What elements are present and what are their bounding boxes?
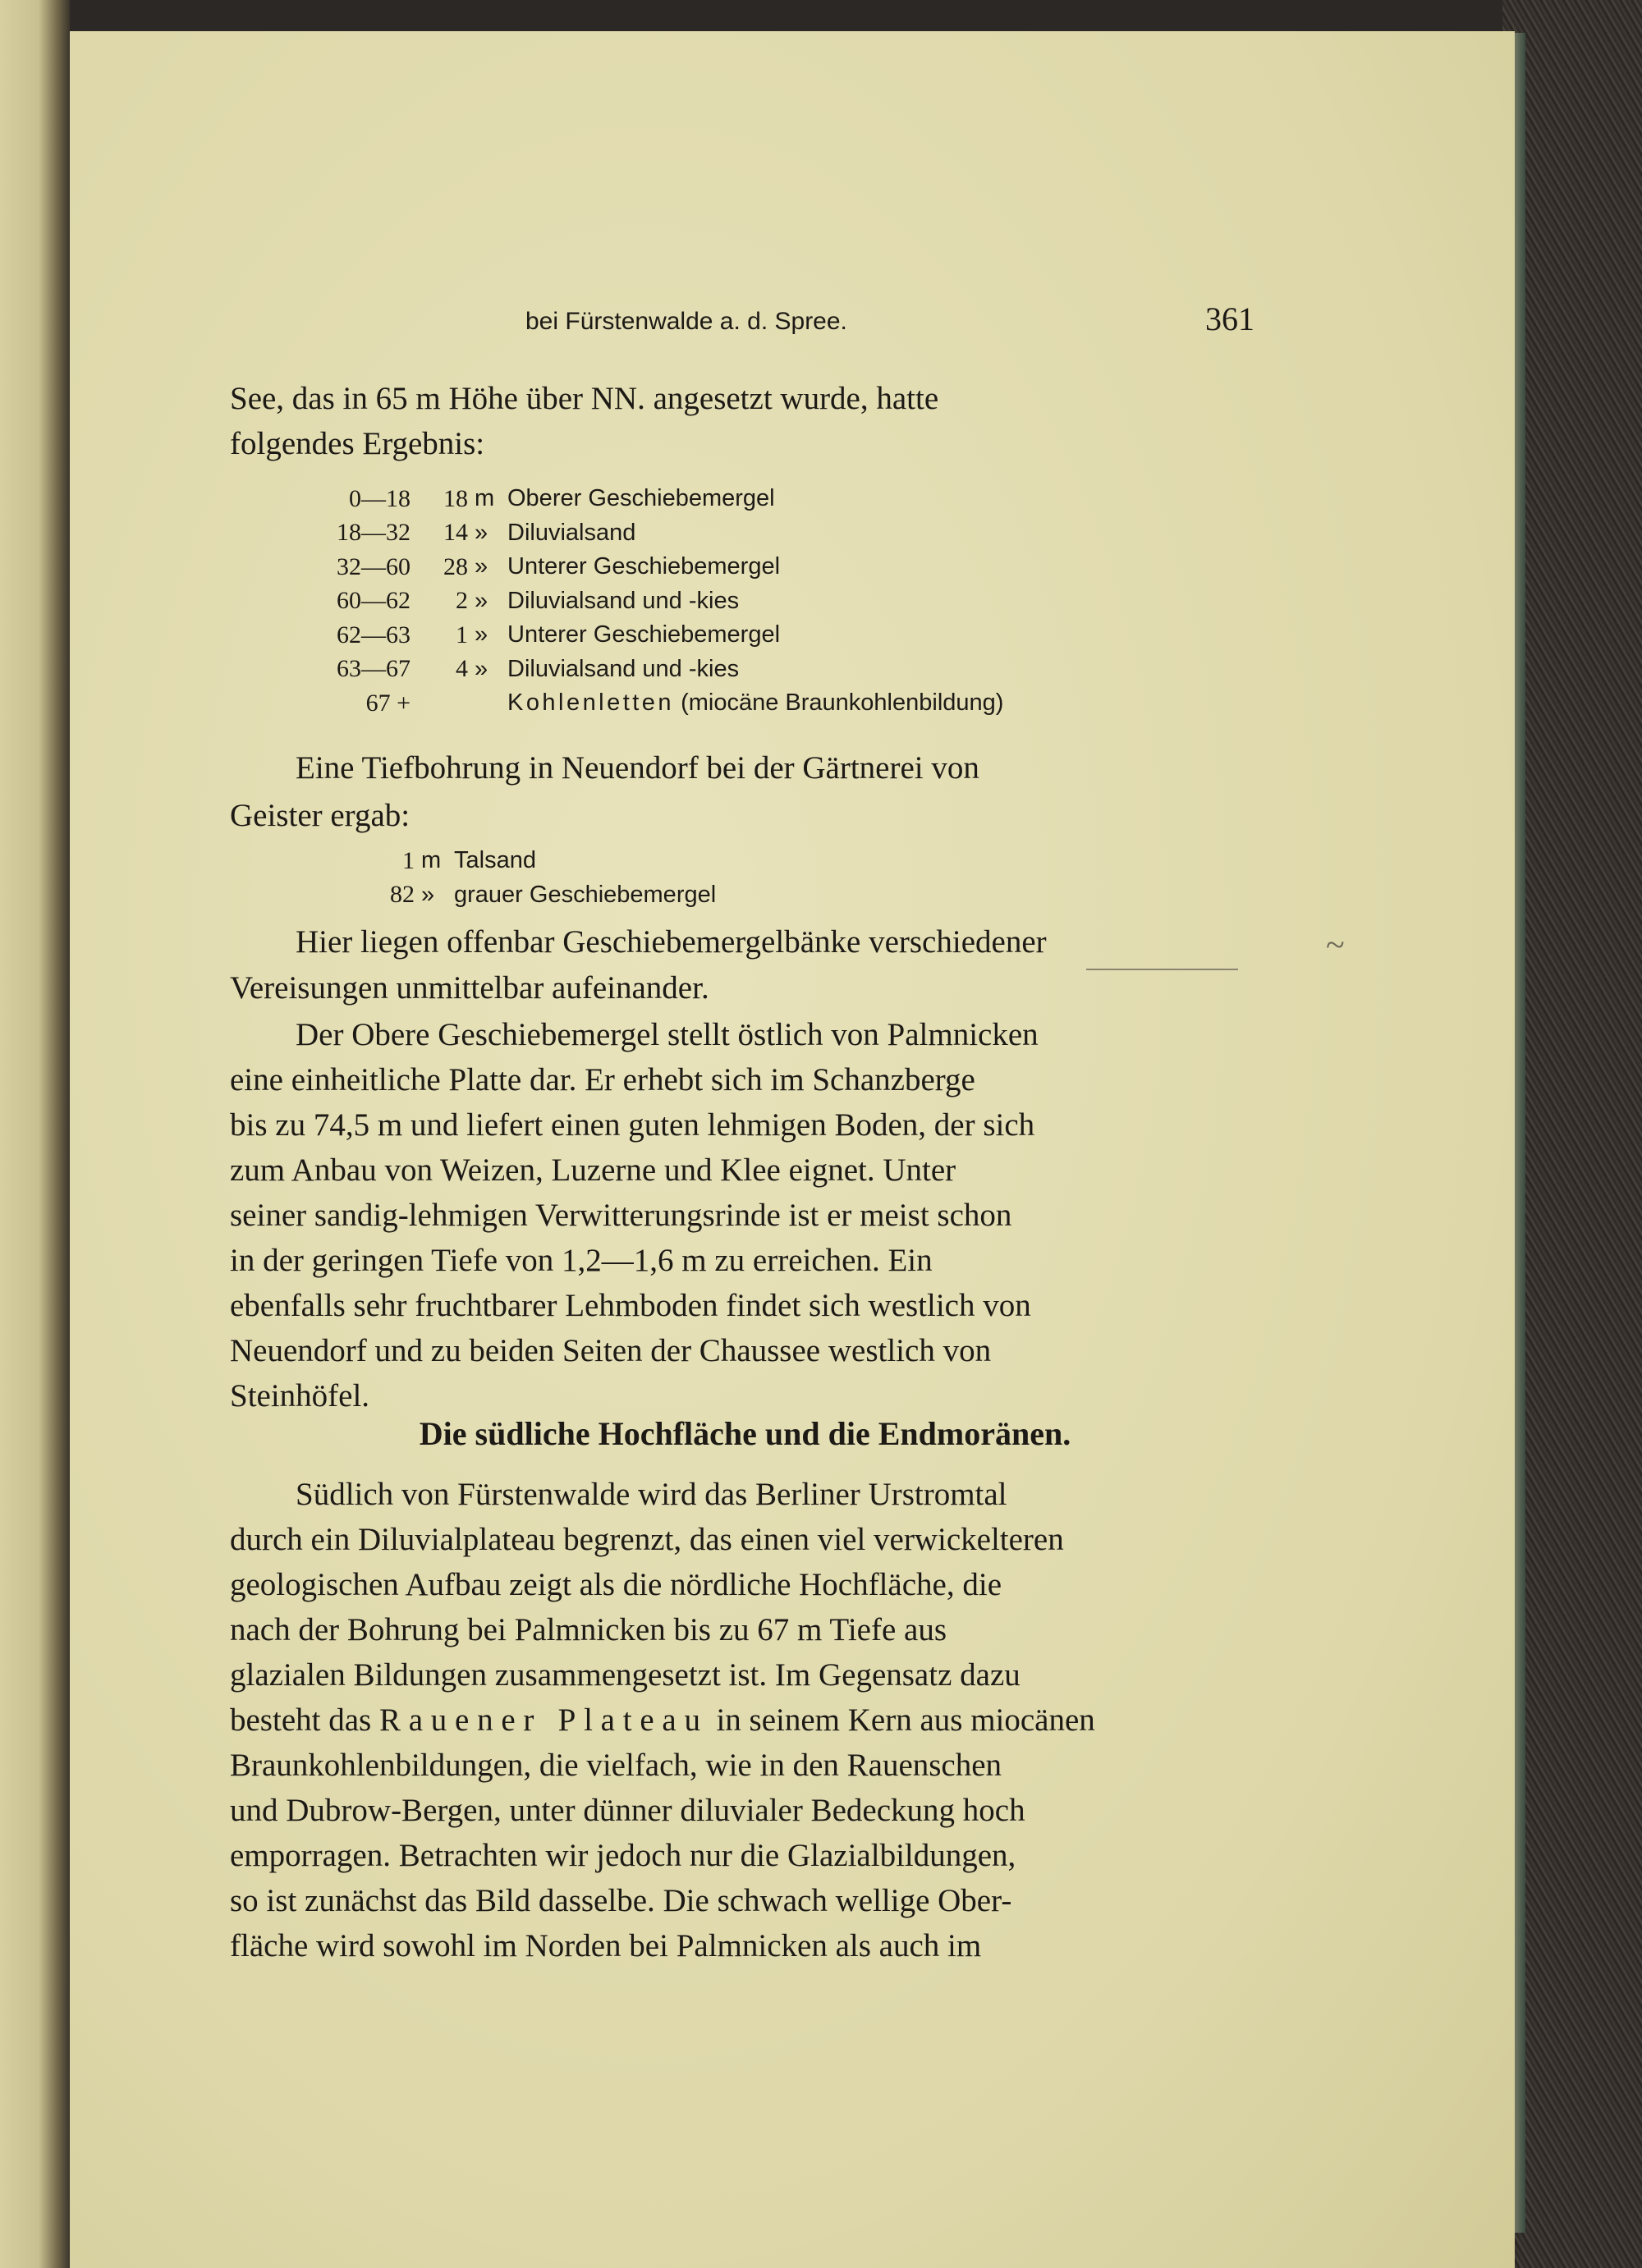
unit: » — [475, 519, 488, 546]
place-name-spaced: Rauener Plateau — [378, 1702, 709, 1738]
thickness: 1 — [402, 846, 415, 874]
depth-range: 18—32 — [337, 519, 410, 547]
section-heading: Die südliche Hochfläche und die Endmoränen. — [419, 1415, 1071, 1452]
thickness: 1 — [456, 621, 468, 648]
depth-range: 32—60 — [337, 552, 410, 580]
layer-description: Unterer Geschiebemergel — [507, 621, 781, 648]
depth-range: 67 + — [365, 689, 410, 717]
pencil-margin-mark: ~ — [1326, 927, 1345, 964]
unit: » — [475, 587, 488, 614]
book-page — [70, 31, 1515, 2268]
thickness: 14 — [443, 519, 468, 547]
text-line: so ist zunächst das Bild dasselbe. Die schwach wellige Ober- — [230, 1883, 1012, 1918]
unit: » — [475, 621, 488, 648]
log-row — [365, 878, 716, 913]
log-row — [271, 584, 1003, 619]
text-line — [230, 1698, 1260, 1743]
depth-range: 63—67 — [337, 655, 410, 683]
log-row — [271, 482, 1003, 516]
unit: m — [475, 485, 495, 512]
thickness: 18 — [443, 484, 468, 512]
page-number: 361 — [1205, 300, 1254, 337]
running-title: bei Fürstenwalde a. d. Spree. — [525, 308, 847, 335]
text-line: Steinhöfel. — [230, 1378, 370, 1413]
text-line: Südlich von Fürstenwalde wird das Berliner Urstromtal — [296, 1477, 1007, 1512]
layer-description: grauer Geschiebemergel — [454, 881, 717, 908]
layer-description: Unterer Geschiebemergel — [507, 553, 781, 580]
thickness: 2 — [456, 587, 468, 615]
layer-description: Oberer Geschiebemergel — [507, 485, 775, 512]
thickness: 28 — [443, 552, 468, 580]
log-row — [271, 516, 1003, 551]
text-line: folgendes Ergebnis: — [230, 426, 485, 461]
layer-name-spaced: Kohlenletten — [507, 690, 675, 717]
text-line: emporragen. Betrachten wir jedoch nur die Glazialbildungen, — [230, 1838, 1016, 1873]
borehole-log-1 — [271, 482, 1003, 721]
unit: m — [421, 847, 442, 874]
text-line: Der Obere Geschiebemergel stellt östlich von Palmnicken — [296, 1017, 1039, 1052]
borehole-log-2 — [365, 844, 716, 912]
text-line: Braunkohlenbildungen, die vielfach, wie in den Rauenschen — [230, 1748, 1002, 1783]
log-row — [271, 550, 1003, 584]
text-line: eine einheitliche Platte dar. Er erhebt sich im Schanzberge — [230, 1062, 975, 1097]
unit: » — [421, 881, 435, 908]
thickness: 82 — [390, 881, 415, 909]
log-row — [271, 686, 1003, 721]
text-line: seiner sandig-lehmigen Verwitterungsrinde ist er meist schon — [230, 1198, 1012, 1233]
text-line: See, das in 65 m Höhe über NN. angesetzt wurde, hatte — [230, 381, 939, 416]
pencil-underline — [1086, 969, 1238, 970]
running-header — [525, 300, 1264, 357]
text-line: fläche wird sowohl im Norden bei Palmnicken als auch im — [230, 1928, 982, 1963]
text-span: besteht das — [230, 1702, 372, 1738]
layer-description: Diluvialsand und -kies — [507, 655, 740, 682]
text-line: und Dubrow-Bergen, unter dünner diluvialer Bedeckung hoch — [230, 1793, 1025, 1828]
layer-description: Diluvialsand und -kies — [507, 587, 740, 614]
text-line: zum Anbau von Weizen, Luzerne und Klee eignet. Unter — [230, 1152, 956, 1188]
layer-note: (miocäne Braunkohlenbildung) — [681, 690, 1004, 717]
text-line: bis zu 74,5 m und liefert einen guten lehmigen Boden, der sich — [230, 1107, 1035, 1143]
text-line: in der geringen Tiefe von 1,2—1,6 m zu erreichen. Ein — [230, 1243, 933, 1278]
depth-range: 62—63 — [337, 621, 410, 648]
depth-range: 60—62 — [337, 587, 410, 615]
log-row — [271, 618, 1003, 653]
layer-description: Talsand — [454, 847, 536, 874]
text-line: Eine Tiefbohrung in Neuendorf bei der Gärtnerei von — [296, 750, 979, 786]
text-line: Vereisungen unmittelbar aufeinander. — [230, 970, 709, 1006]
left-page-edge — [0, 0, 70, 2268]
text-line: geologischen Aufbau zeigt als die nördliche Hochfläche, die — [230, 1567, 1002, 1602]
text-line: nach der Bohrung bei Palmnicken bis zu 67 m Tiefe aus — [230, 1612, 947, 1647]
log-row — [365, 844, 716, 878]
depth-range: 0—18 — [349, 484, 410, 512]
unit: » — [475, 655, 488, 682]
thickness: 4 — [456, 655, 468, 683]
text-line: durch ein Diluvialplateau begrenzt, das einen viel verwickelteren — [230, 1522, 1064, 1557]
text-line: Neuendorf und zu beiden Seiten der Chaussee westlich von — [230, 1333, 992, 1368]
text-line: glazialen Bildungen zusammengesetzt ist. Im Gegensatz dazu — [230, 1657, 1021, 1693]
layer-description — [504, 686, 1003, 721]
text-line: Geister ergab: — [230, 798, 410, 833]
unit: » — [475, 553, 488, 580]
layer-description: Diluvialsand — [507, 519, 636, 546]
log-row — [271, 653, 1003, 687]
text-span: in seinem Kern aus miocänen — [716, 1702, 1095, 1738]
text-line: Hier liegen offenbar Geschiebemergelbänke verschiedener — [296, 924, 1047, 960]
text-line: ebenfalls sehr fruchtbarer Lehmboden findet sich westlich von — [230, 1288, 1031, 1323]
